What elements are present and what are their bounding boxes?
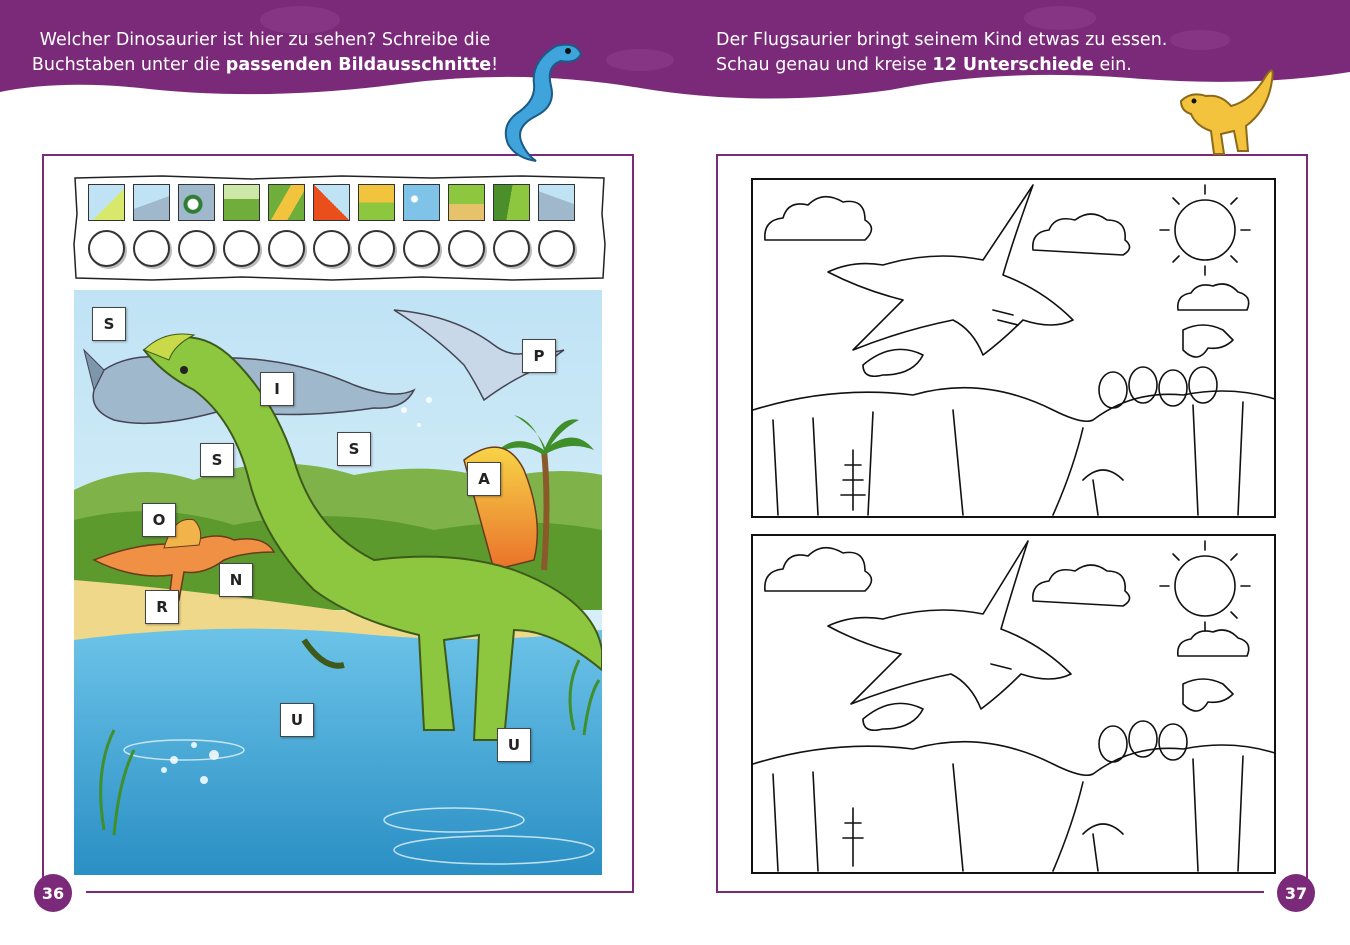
answer-circle[interactable] (178, 230, 215, 267)
letter-label: O (142, 503, 176, 537)
left-instruction-end: ! (491, 55, 499, 75)
cloud-icon (1033, 214, 1130, 255)
right-instruction-line-2: Schau genau und kreise (716, 55, 933, 75)
answer-circle[interactable] (268, 230, 305, 267)
answer-circle[interactable] (493, 230, 530, 267)
picture-tile (313, 184, 350, 221)
right-instruction-line-1: Der Flugsaurier bringt seinem Kind etwas zu essen. (716, 30, 1168, 50)
blue-plesiosaur-mascot (496, 36, 586, 166)
right-instruction-bold: 12 Unterschiede (932, 55, 1094, 75)
picture-tiles (88, 184, 575, 221)
answer-circle[interactable] (403, 230, 440, 267)
letter-label: A (467, 462, 501, 496)
picture-tile (448, 184, 485, 221)
answer-circle[interactable] (223, 230, 260, 267)
left-instruction-bold: passenden Bildausschnitte (225, 55, 492, 75)
answer-circle[interactable] (133, 230, 170, 267)
answer-circles (88, 230, 575, 267)
picture-tile (223, 184, 260, 221)
letter-label: I (260, 372, 294, 406)
picture-tile (88, 184, 125, 221)
left-page-rule (86, 891, 634, 893)
page-number-left: 36 (34, 874, 72, 912)
answer-circle[interactable] (88, 230, 125, 267)
cloud-icon (765, 197, 872, 240)
answer-circle[interactable] (448, 230, 485, 267)
dinosaur-illustration (74, 290, 602, 875)
picture-tile (403, 184, 440, 221)
letter-label: N (219, 563, 253, 597)
sun-icon (1160, 185, 1250, 275)
left-instruction-line-1: Welcher Dinosaurier ist hier zu sehen? Schreibe die (39, 30, 491, 50)
letter-label: U (280, 703, 314, 737)
picture-tile (178, 184, 215, 221)
right-instruction-end: ein. (1093, 55, 1132, 75)
picture-tile (493, 184, 530, 221)
yellow-dino-mascot (1176, 56, 1286, 156)
answer-circle[interactable] (358, 230, 395, 267)
picture-tile (133, 184, 170, 221)
difference-picture-top[interactable] (751, 178, 1276, 518)
sun-icon (1160, 541, 1250, 631)
left-instruction (20, 28, 510, 78)
picture-tile (538, 184, 575, 221)
picture-tile (268, 184, 305, 221)
letter-label: P (522, 339, 556, 373)
letter-label: S (337, 432, 371, 466)
page-number-right: 37 (1277, 874, 1315, 912)
cloud-icon (765, 548, 872, 591)
right-instruction (716, 28, 1186, 78)
letter-label: R (145, 590, 179, 624)
letter-label: S (200, 443, 234, 477)
cloud-icon (1178, 630, 1249, 656)
picture-tile (358, 184, 395, 221)
cloud-icon (1033, 565, 1130, 606)
answer-circle[interactable] (313, 230, 350, 267)
answer-circle[interactable] (538, 230, 575, 267)
letter-label: S (92, 307, 126, 341)
left-instruction-line-2: Buchstaben unter die (31, 55, 226, 75)
right-page-rule (716, 891, 1264, 893)
puzzle-strip (72, 174, 607, 282)
letter-label: U (497, 728, 531, 762)
cloud-icon (1178, 284, 1249, 310)
difference-picture-bottom[interactable] (751, 534, 1276, 874)
